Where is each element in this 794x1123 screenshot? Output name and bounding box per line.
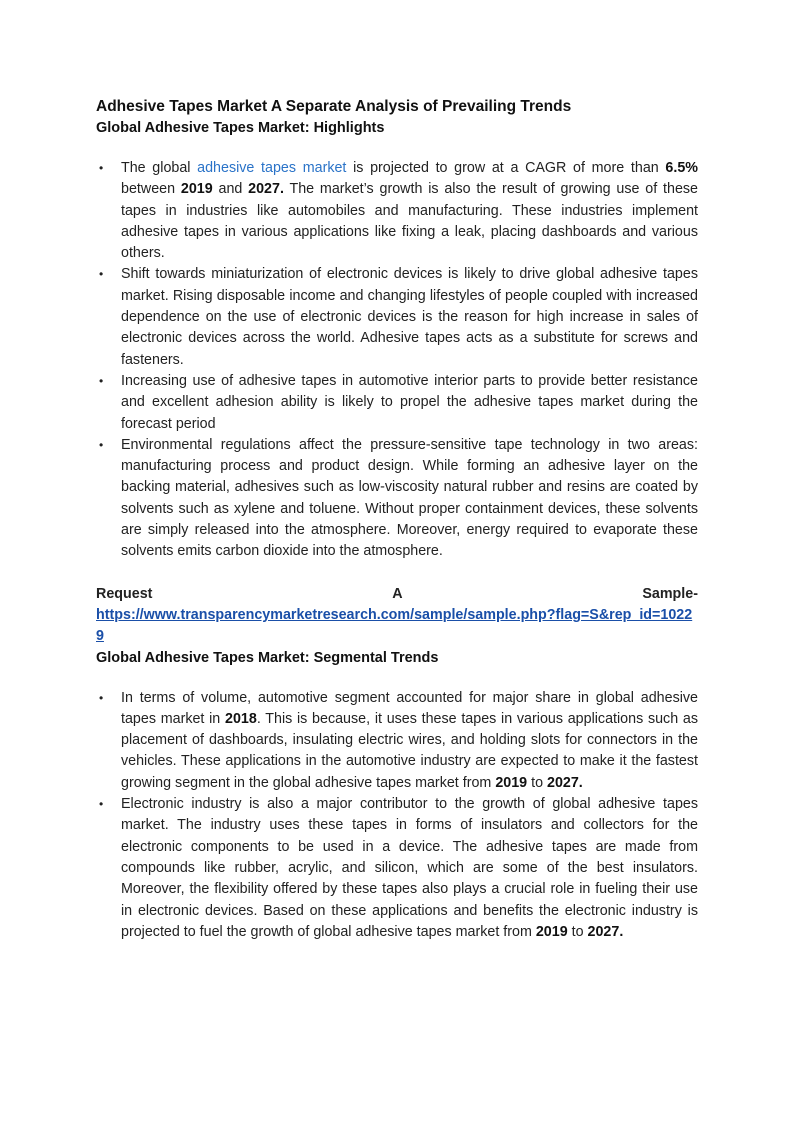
list-item: • Electronic industry is also a major contributor to the growth of global adhesive tapes market. The industry uses these tapes in forms of insulators and collectors for the electronic components to be used in a device. The adhesive tapes are made from compounds like rubber, acrylic, and silicon, which are some of the best insulators. Moreover, the flexibility offered by these tapes also plays a crucial role in fueling their use in electronic devices. Based on these applications and benefits the electronic industry is projected to fuel the growth of global adhesive tapes market from 2019 to 2027. [99, 796, 698, 940]
request-sample-label: Request A Sample- [96, 585, 698, 602]
bullet-icon: • [99, 690, 104, 705]
adhesive-tapes-market-link[interactable]: adhesive tapes market [197, 160, 347, 176]
highlights-list [96, 158, 698, 563]
list-item: • In terms of volume, automotive segment accounted for major share in global adhesive tapes market in 2018. This is because, it uses these tapes in various applications such as placement of dashboards, insulating electric wires, and holding slots for connectors in the vehicles. These applications in the automotive industry are expected to make it the fastest growing segment in the global adhesive tapes market from 2019 to 2027. [99, 689, 698, 791]
list-item: • Environmental regulations affect the pressure-sensitive tape technology in two areas: manufacturing process and product design. While forming an adhesive layer on the backing material, adhesives such as low-viscosity natural rubber and resins are coated by solvents such as xylene and toluene. Without proper containment devices, these solvents are simply released into the atmosphere. Moreover, energy required to evaporate these solvents emits carbon dioxide into the atmosphere. [99, 436, 698, 560]
segmental-heading: Global Adhesive Tapes Market: Segmental Trends [96, 649, 439, 666]
sample-request-link[interactable]: https://www.transparencymarketresearch.com/sample/sample.php?flag=S&rep_id=10229 [96, 606, 693, 645]
list-item: • The global adhesive tapes market is projected to grow at a CAGR of more than 6.5% between 2019 and 2027. The market’s growth is also the result of growing use of these tapes in industries like automobiles and manufacturing. These industries implement adhesive tapes in various applications like fixing a leak, placing dashboards and various others. [99, 160, 698, 262]
document-title: Adhesive Tapes Market A Separate Analysis of Prevailing Trends [96, 98, 572, 115]
highlights-heading: Global Adhesive Tapes Market: Highlights [96, 120, 385, 136]
bullet-icon: • [99, 373, 104, 388]
segmental-list [96, 688, 698, 944]
bullet-icon: • [99, 437, 104, 452]
list-item: • Shift towards miniaturization of electronic devices is likely to drive global adhesive tapes market. Rising disposable income and changing lifestyles of people coupled with increased dependence on the use of electronic devices is the reason for high increase in sales of electronic devices across the world. Adhesive tapes acts as a substitute for screws and fasteners. [99, 266, 698, 368]
bullet-icon: • [99, 797, 104, 812]
document-page [96, 96, 698, 943]
bullet-icon: • [99, 267, 104, 282]
bullet-icon: • [99, 161, 104, 175]
list-item: • Increasing use of adhesive tapes in automotive interior parts to provide better resistance and excellent adhesion ability is likely to propel the adhesive tapes market during the forecast period [99, 372, 698, 432]
request-sample-block [96, 584, 698, 648]
